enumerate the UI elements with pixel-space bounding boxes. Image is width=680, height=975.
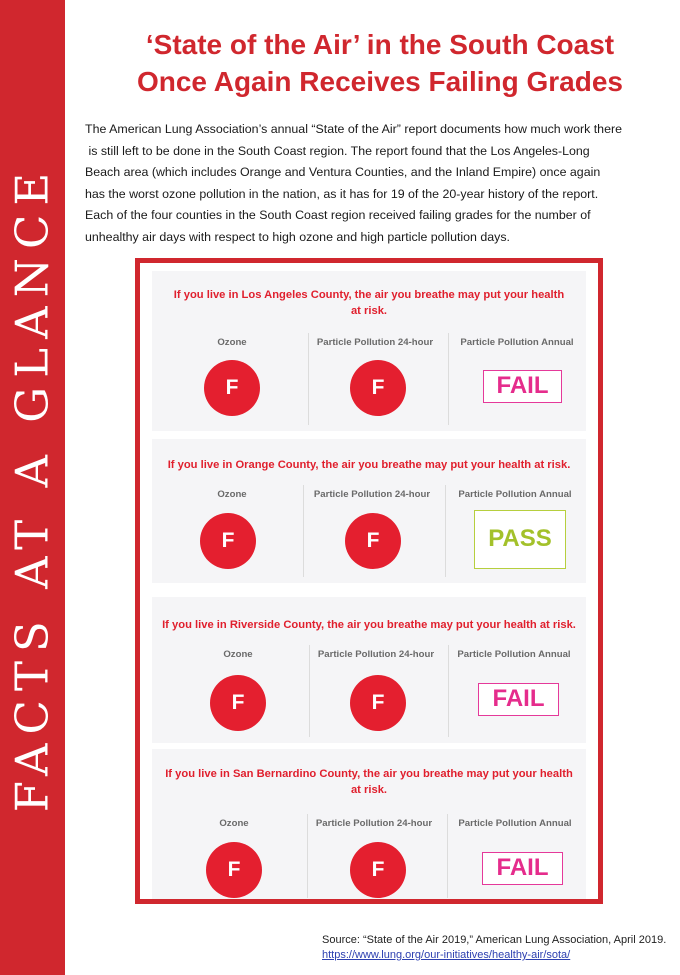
- facts-at-a-glance-label: FACTS AT A GLANCE: [5, 163, 59, 813]
- title-line-2: Once Again Receives Failing Grades: [136, 66, 624, 97]
- ozone-column-label: Ozone: [223, 649, 253, 660]
- county-card-orange: [152, 439, 586, 583]
- county-card-san-bernardino: [152, 749, 586, 899]
- county-heading: If you live in Orange County, the air you breathe may put your health at risk.: [167, 459, 571, 471]
- source-text: Source: “State of the Air 2019,” American Lung Association, April 2019.: [322, 934, 667, 946]
- pm24-grade-badge: F: [350, 360, 406, 416]
- pmannual-column-label: Particle Pollution Annual: [460, 337, 574, 348]
- pmannual-column-label: Particle Pollution Annual: [457, 649, 571, 660]
- ozone-column-label: Ozone: [217, 337, 247, 348]
- title-line-1: ‘State of the Air’ in the South Coast: [145, 29, 615, 60]
- intro-line: Each of the four counties in the South Coast region received failing grades for the number of: [85, 208, 591, 222]
- ozone-grade-badge: F: [210, 675, 266, 731]
- annual-result-pass: PASS: [474, 510, 566, 569]
- source-citation: [322, 933, 666, 963]
- annual-result-fail: FAIL: [478, 683, 559, 716]
- column-divider: [308, 333, 309, 425]
- page-title: [85, 26, 675, 100]
- column-divider: [303, 485, 304, 577]
- annual-result-fail: FAIL: [482, 852, 563, 885]
- county-heading: If you live in Los Angeles County, the air you breathe may put your health at risk.: [173, 289, 565, 317]
- intro-line: is still left to be done in the South Coast region. The report found that the Los Angeles-Long: [85, 143, 590, 158]
- column-divider: [448, 645, 449, 737]
- intro-line: Beach area (which includes Orange and Ventura Counties, and the Inland Empire) once again: [85, 165, 601, 179]
- pmannual-column-label: Particle Pollution Annual: [458, 818, 572, 829]
- column-divider: [445, 485, 446, 577]
- intro-line: unhealthy air days with respect to high ozone and high particle pollution days.: [85, 229, 510, 244]
- annual-result-fail: FAIL: [483, 370, 562, 403]
- pm24-grade-badge: F: [345, 513, 401, 569]
- pm24-column-label: Particle Pollution 24-hour: [315, 818, 433, 829]
- county-card-riverside: [152, 597, 586, 743]
- county-heading: If you live in Riverside County, the air you breathe may put your health at risk.: [162, 619, 576, 631]
- county-card-los-angeles: [152, 271, 586, 431]
- source-link[interactable]: https://www.lung.org/our-initiatives/healthy-air/sota/: [322, 949, 571, 961]
- ozone-column-label: Ozone: [217, 489, 247, 500]
- pmannual-column-label: Particle Pollution Annual: [458, 489, 572, 500]
- pm24-grade-badge: F: [350, 675, 406, 731]
- column-divider: [309, 645, 310, 737]
- intro-line: has the worst ozone pollution in the nation, as it has for 19 of the 20-year history of the report.: [85, 186, 599, 201]
- pm24-column-label: Particle Pollution 24-hour: [313, 489, 431, 500]
- ozone-grade-badge: F: [204, 360, 260, 416]
- ozone-grade-badge: F: [206, 842, 262, 898]
- ozone-grade-badge: F: [200, 513, 256, 569]
- pm24-grade-badge: F: [350, 842, 406, 898]
- column-divider: [307, 814, 308, 898]
- intro-paragraph: [85, 119, 665, 248]
- column-divider: [448, 333, 449, 425]
- pm24-column-label: Particle Pollution 24-hour: [316, 337, 434, 348]
- county-grades-panel: [135, 258, 603, 904]
- intro-line: The American Lung Association’s annual “State of the Air” report documents how much work there: [85, 122, 622, 136]
- ozone-column-label: Ozone: [219, 818, 249, 829]
- facts-at-a-glance-band: [0, 0, 65, 975]
- column-divider: [447, 814, 448, 898]
- county-heading: If you live in San Bernardino County, the air you breathe may put your health at risk.: [165, 768, 573, 796]
- pm24-column-label: Particle Pollution 24-hour: [317, 649, 435, 660]
